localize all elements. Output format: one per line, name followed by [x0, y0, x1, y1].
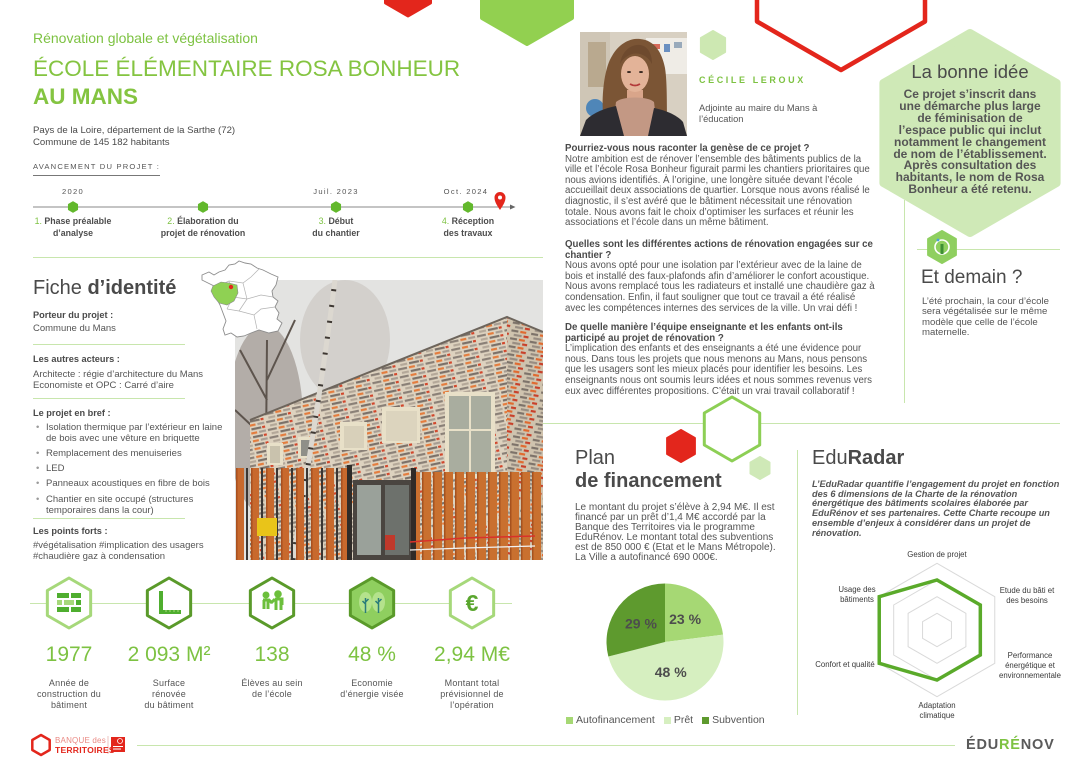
interviewee-name: CÉCILE LEROUX — [699, 74, 806, 85]
brand-part: NOV — [1020, 737, 1055, 753]
title-line-1: ÉCOLE ÉLÉMENTAIRE ROSA BONHEUR — [33, 56, 461, 81]
summary-item: • Panneaux acoustiques en fibre de bois — [33, 478, 233, 489]
stat-label: Surface rénovée du bâtiment — [144, 677, 194, 710]
green-hexagon-decoration — [482, 0, 572, 44]
summary-item: • LED — [33, 463, 233, 474]
interview-answer: Nous avons opté pour une isolation par l’extérieur avec de la laine de bois et installé des faux-plafonds afin d’améliorer le confort acoustique. Nous avons remplacé tous les radiateurs et installé une chaudière gaz à condensation. Enfin, il faut souligner que tout ce travail a été réalisé avec les compétences internes des services de la ville. Un vrai défi ! — [565, 260, 875, 314]
stat-label: Année de construction du bâtiment — [36, 677, 102, 710]
financing-title-line-2: de financement — [575, 469, 722, 492]
timeline-step — [271, 216, 401, 239]
timeline-step — [138, 216, 268, 239]
radar-point-gestion-de-projet — [935, 578, 938, 581]
timeline-date: Juil. 2023 — [313, 187, 359, 196]
step-number: 1. — [34, 216, 42, 226]
timeline-date: 2020 — [61, 187, 85, 196]
radar-axis-label: Etude du bâti et des besoins — [999, 586, 1055, 605]
interview-answer: L’implication des enfants et des enseignants a été une évidence pour nous. Dans tous les projets que nous menons au Mans, nous pensons que les usagers sont les mieux placés pour identifier les besoins. Les enseignants nous ont soumis leurs idées et nous sommes revenus vers eux avec différentes propositions. C’était un vrai travail collaboratif ! — [565, 343, 872, 397]
tomorrow-text: L’été prochain, la cour d’école sera végétalisée sur le même modèle que celle de l’école maternelle. — [922, 296, 1049, 339]
children-icon — [250, 578, 293, 628]
summary-item: • Isolation thermique par l’extérieur en laine de bois avec une vêture en briquette — [33, 422, 233, 444]
timeline-dot — [69, 202, 78, 212]
svg-text:€: € — [465, 590, 479, 616]
timeline-step — [403, 216, 533, 239]
portrait-photo — [580, 32, 687, 136]
interview-answer: Notre ambition est de rénover l’ensemble des bâtiments publics de la ville et l’école Rosa Bonheur figurait parmi les chantiers prioritaires que nous avions identifiés. À l’origine, une longère située devant l’école accueillait deux associations de quartier. Lorsque nous avons réalisé le diagnostic, il s’est avéré que le bâtiment nécessitait une rénovation totale. Nous avons fait le choix d’optimiser les surfaces et réunir les associations et l’école dans un même bâtiment. — [565, 153, 870, 229]
financing-title — [575, 447, 722, 493]
region-text: Pays de la Loire, département de la Sarthe (72) — [33, 125, 236, 136]
construction-sign — [257, 518, 277, 536]
red-hexagon-decoration — [386, 0, 431, 16]
interview-question: Pourriez-vous nous raconter la genèse de ce projet ? — [565, 143, 810, 154]
euro-icon — [450, 578, 493, 628]
legend-label: Subvention — [712, 714, 765, 726]
radar-axis-label: Gestion de projet — [907, 550, 967, 559]
edurenov-logo — [966, 736, 1055, 754]
step-label: Phase préalable d’analyse — [44, 216, 112, 238]
partner-logo-top: BANQUE des — [55, 736, 106, 745]
entrance-door — [353, 480, 413, 560]
eduradar-radar-chart — [860, 555, 1015, 710]
legend-label: Autofinancement — [576, 714, 655, 726]
strengths-label: Les points forts : — [33, 526, 108, 536]
interview-question: De quelle manière l’équipe enseignante et les enfants ont-ils participé au projet de rénovation ? — [565, 322, 843, 344]
radar-point-adaptation-climatique — [935, 678, 938, 681]
brick-wall-icon — [47, 578, 90, 628]
stat-total-cost — [412, 643, 532, 711]
trees-icon — [350, 578, 393, 628]
stat-value: 48 % — [348, 643, 396, 666]
other-actors-value: Architecte : régie d’architecture du Mans Economiste et OPC : Carré d’aire — [33, 368, 204, 391]
radar-axis-label: Adaptation climatique — [918, 701, 956, 720]
pie-label-subvention: 29 % — [625, 615, 657, 632]
legend-swatch — [664, 717, 671, 724]
eduradar-description: L’EduRadar quantifie l’engagement du projet en fonction des 6 dimensions de la Charte de la rénovation énergétique des bâtiments scolaires élaborée par EduRénov et ses partenaires. Cette Charte recoupe un ensemble d’enjeux à considérer dans un projet de rénovation. — [812, 479, 1060, 538]
banque-des-territoires-logo-icon — [32, 735, 49, 755]
step-label: Début du chantier — [312, 216, 360, 238]
step-label: Élaboration du projet de rénovation — [160, 216, 246, 238]
stat-label: Élèves au sein de l’école — [241, 677, 303, 699]
small-hexagon-decoration — [701, 31, 725, 59]
step-number: 3. — [318, 216, 326, 226]
legend-label: Prêt — [673, 714, 694, 726]
radar-axis-label: Performance énergétique et environnementale — [999, 651, 1061, 680]
pie-legend — [566, 714, 765, 726]
summary-item: • Chantier en site occupé (structures temporaires dans la cour) — [33, 494, 233, 516]
timeline-date: Oct. 2024 — [443, 187, 489, 196]
interview-question: Quelles sont les différentes actions de rénovation engagées sur ce chantier ? — [565, 239, 873, 261]
partner-logo-bottom: TERRITOIRES — [55, 745, 115, 755]
red-hexagon-outline-decoration — [757, 0, 925, 70]
title-line-2: AU MANS — [33, 84, 138, 109]
page-title — [33, 55, 563, 111]
project-owner-label: Porteur du projet : — [33, 310, 114, 320]
timeline-step — [8, 216, 138, 239]
step-number: 2. — [167, 216, 175, 226]
surface-area-icon — [147, 578, 190, 628]
eduradar-title — [812, 447, 904, 470]
stat-value: 138 — [254, 643, 290, 666]
legend-swatch — [566, 717, 573, 724]
identity-title-bold: d’identité — [87, 277, 177, 299]
timeline-arrow-icon — [510, 205, 516, 210]
financing-title-line-1: Plan — [575, 446, 616, 469]
financing-text: Le montant du projet s’élève à 2,94 M€. Il est financé par un prêt d’1,4 M€ accordé par la Banque des Territoires via le programme EduRénov. Le montant total des subventions est de 850 000 € (Etat et le Mans Métropole). La Ville a autofinancé 690 000€. — [575, 502, 776, 563]
radar-grid-ring — [923, 613, 952, 646]
strengths-value: #végétalisation #implication des usagers #chaudière gaz à condensation — [33, 539, 204, 562]
location-info — [33, 125, 235, 149]
stat-value: 1977 — [45, 643, 93, 666]
population-text: Commune de 145 182 habitants — [33, 137, 170, 148]
stat-label: Economie d’énergie visée — [340, 677, 404, 699]
tomorrow-title: Et demain ? — [921, 267, 1023, 288]
summary-item: • Remplacement des menuiseries — [33, 448, 233, 459]
legend-item-pret — [664, 714, 693, 726]
legend-item-subvention — [702, 714, 765, 726]
eduradar-title-bold: Radar — [847, 447, 905, 469]
summary-list — [33, 422, 233, 520]
interview-qa — [565, 240, 877, 314]
stat-surface — [109, 643, 229, 711]
stat-label: Montant total prévisionnel de l’opération — [440, 677, 504, 710]
brand-part: ÉDU — [966, 737, 1000, 753]
step-label: Réception des travaux — [443, 216, 495, 238]
timeline-heading: AVANCEMENT DU PROJET : — [33, 162, 160, 176]
interview-qa — [565, 323, 877, 397]
other-actors-label: Les autres acteurs : — [33, 354, 120, 364]
radar-axis-label: Confort et qualité — [815, 660, 875, 669]
fence-left — [235, 468, 351, 560]
identity-title — [33, 276, 176, 300]
good-idea-title: La bonne idée — [911, 61, 1029, 82]
brand-accent: RÉ — [999, 737, 1021, 753]
stat-value: 2 093 M² — [127, 643, 211, 666]
financing-pie-chart — [600, 577, 730, 707]
good-idea-text: Ce projet s’inscrit dans une démarche plus large de féminisation de l’espace public qui inclut notamment le changement de nom de l’établissement. Après consultation des habitants, le nom de Rosa Bonheur a été retenu. — [893, 87, 1047, 197]
step-number: 4. — [441, 216, 450, 226]
radar-grid-ring — [908, 597, 966, 664]
eduradar-title-regular: Edu — [812, 447, 848, 469]
radar-axis-label: Usage des bâtiments — [838, 585, 876, 604]
timeline-dot — [199, 202, 208, 212]
small-hexagon-decoration — [751, 457, 770, 479]
le-mans-location-dot — [229, 285, 233, 289]
interviewee-role: Adjointe au maire du Mans à l’éducation — [699, 102, 818, 124]
interview-qa — [565, 144, 877, 229]
project-category: Rénovation globale et végétalisation — [33, 30, 258, 46]
identity-title-regular: Fiche — [33, 277, 88, 299]
project-owner-value: Commune du Mans — [33, 322, 116, 334]
timeline-dot — [464, 202, 473, 212]
timeline-dot — [332, 202, 341, 212]
summary-label: Le projet en bref : — [33, 408, 111, 418]
sprout-icon — [928, 231, 956, 263]
pie-label-pret: 48 % — [654, 663, 687, 680]
pie-label-autofinancement: 23 % — [669, 611, 702, 628]
legend-item-autofinancement — [566, 714, 655, 726]
legend-swatch — [702, 717, 709, 724]
stat-value: 2,94 M€ — [434, 643, 510, 666]
